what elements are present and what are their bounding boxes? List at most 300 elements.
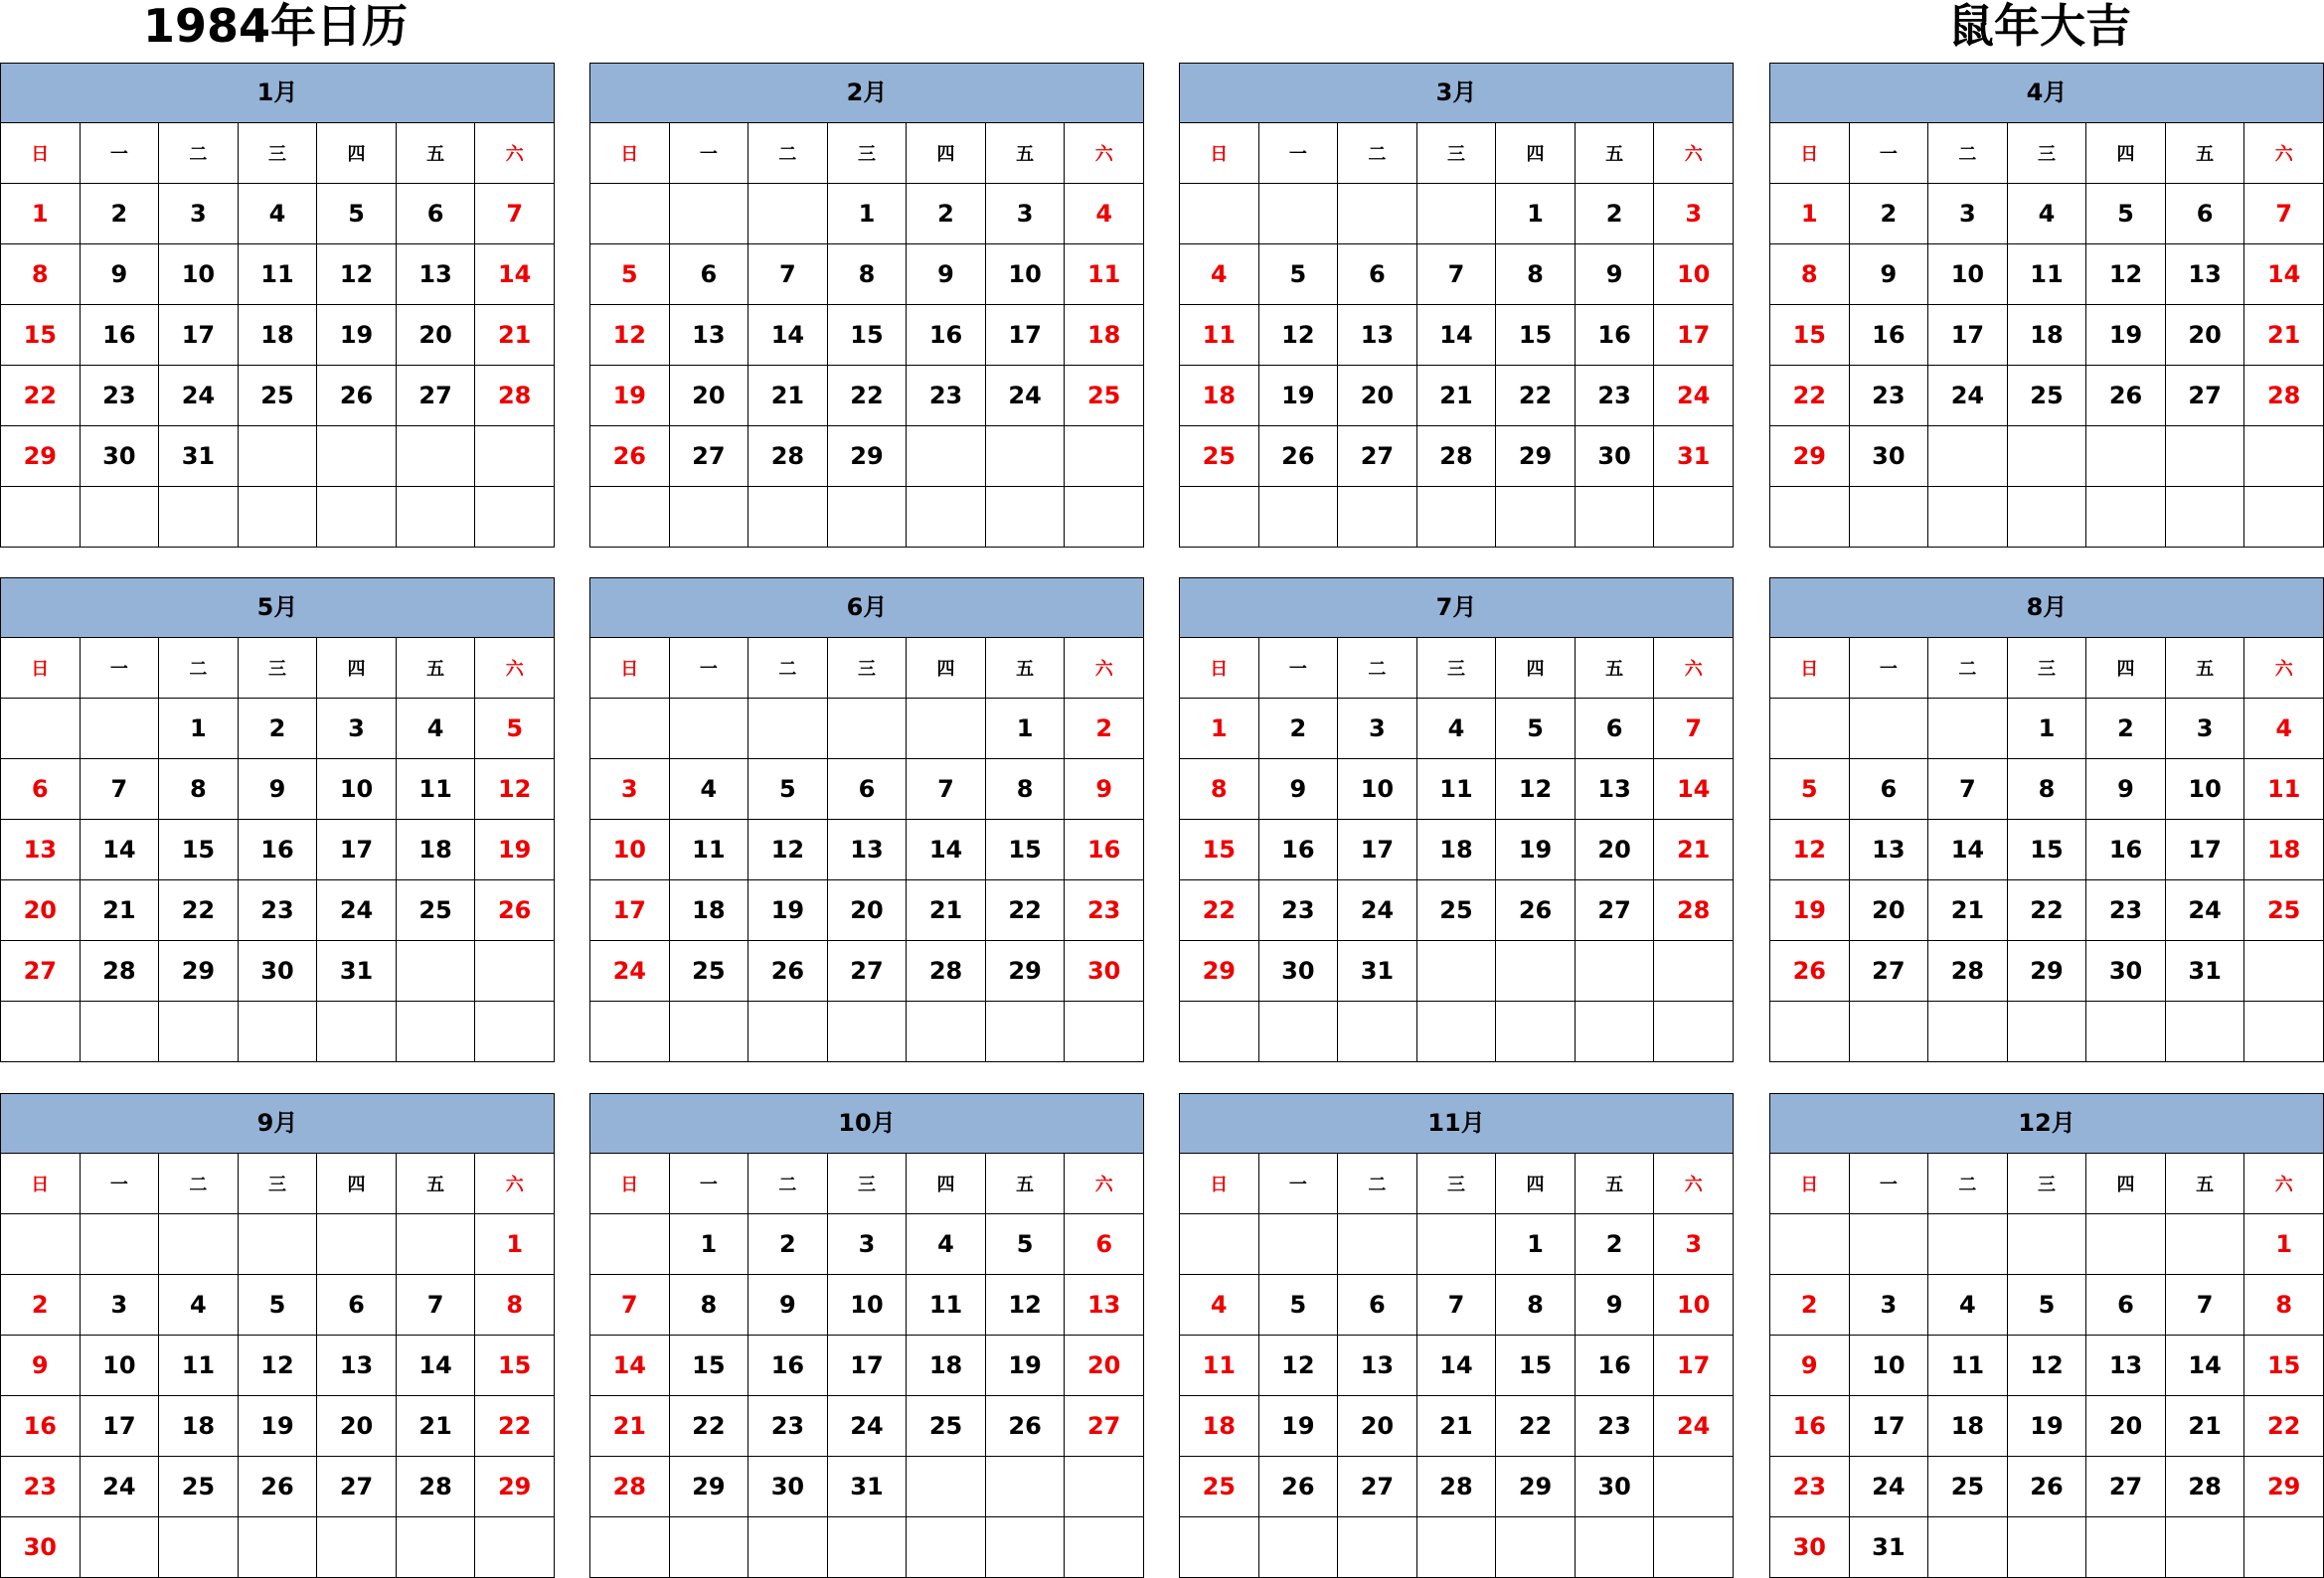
- weekday-label: 一: [1849, 1154, 1928, 1214]
- day-cell: 10: [2165, 759, 2244, 820]
- day-cell: 4: [1180, 244, 1259, 305]
- calendar-title: 1984年日历: [143, 0, 409, 53]
- week-row: [1, 1517, 555, 1578]
- week-row: [1, 1457, 555, 1517]
- day-cell: [907, 1457, 986, 1517]
- day-cell: [2244, 1002, 2324, 1062]
- day-cell: 7: [2244, 184, 2324, 244]
- day-cell: 5: [1258, 1275, 1338, 1336]
- day-cell: 6: [1338, 1275, 1417, 1336]
- day-cell: 4: [159, 1275, 239, 1336]
- day-cell: [1416, 1517, 1496, 1578]
- day-cell: 14: [1928, 820, 2008, 880]
- day-cell: 17: [1654, 1336, 1734, 1396]
- day-cell: 5: [317, 184, 397, 244]
- day-cell: [1496, 1517, 1576, 1578]
- day-cell: 27: [396, 366, 475, 426]
- day-cell: 17: [590, 880, 670, 941]
- day-cell: 5: [1496, 699, 1576, 759]
- day-cell: 24: [317, 880, 397, 941]
- day-cell: [748, 487, 828, 548]
- day-cell: 14: [748, 305, 828, 366]
- day-cell: 25: [1180, 426, 1259, 487]
- weekday-row: [1770, 123, 2324, 184]
- day-cell: 24: [1928, 366, 2008, 426]
- day-cell: 22: [1496, 1396, 1576, 1457]
- day-cell: [1849, 699, 1928, 759]
- week-row: [590, 244, 1144, 305]
- weekday-label: 三: [1416, 638, 1496, 699]
- weekday-label: 四: [1496, 638, 1576, 699]
- day-cell: 25: [1180, 1457, 1259, 1517]
- day-cell: 1: [159, 699, 239, 759]
- day-cell: [1416, 941, 1496, 1002]
- day-cell: [985, 426, 1065, 487]
- weekday-label: 一: [669, 638, 748, 699]
- day-cell: 2: [2086, 699, 2166, 759]
- day-cell: [1338, 1214, 1417, 1275]
- day-cell: 5: [238, 1275, 317, 1336]
- day-cell: 28: [1928, 941, 2008, 1002]
- day-cell: 27: [1338, 1457, 1417, 1517]
- day-cell: [669, 1002, 748, 1062]
- month-grid: [0, 1153, 555, 1578]
- day-cell: 10: [985, 244, 1065, 305]
- day-cell: 25: [238, 366, 317, 426]
- day-cell: 13: [1849, 820, 1928, 880]
- week-row: [1, 1214, 555, 1275]
- day-cell: 10: [1849, 1336, 1928, 1396]
- day-cell: 17: [159, 305, 239, 366]
- weekday-label: 六: [1065, 123, 1144, 184]
- weekday-row: [1180, 638, 1734, 699]
- day-cell: 19: [1496, 820, 1576, 880]
- day-cell: 10: [1654, 1275, 1734, 1336]
- week-row: [1, 880, 555, 941]
- day-cell: 9: [907, 244, 986, 305]
- day-cell: 25: [907, 1396, 986, 1457]
- day-cell: 25: [159, 1457, 239, 1517]
- day-cell: 9: [1258, 759, 1338, 820]
- week-row: [1, 184, 555, 244]
- day-cell: 22: [985, 880, 1065, 941]
- weekday-label: 日: [1770, 638, 1850, 699]
- week-row: [1770, 426, 2324, 487]
- day-cell: 23: [80, 366, 159, 426]
- day-cell: [827, 699, 907, 759]
- day-cell: 23: [238, 880, 317, 941]
- day-cell: 29: [159, 941, 239, 1002]
- day-cell: [1, 1214, 81, 1275]
- day-cell: 31: [1849, 1517, 1928, 1578]
- month-block: [0, 1093, 555, 1575]
- day-cell: [1, 1002, 81, 1062]
- month-block: [1179, 577, 1734, 1059]
- month-title: 11月: [1179, 1093, 1734, 1154]
- month-grid: [1179, 1153, 1734, 1578]
- day-cell: [1258, 487, 1338, 548]
- day-cell: 29: [1180, 941, 1259, 1002]
- weekday-label: 三: [2007, 1154, 2086, 1214]
- day-cell: 9: [80, 244, 159, 305]
- day-cell: 29: [1496, 426, 1576, 487]
- day-cell: 16: [1258, 820, 1338, 880]
- day-cell: [669, 1517, 748, 1578]
- weekday-label: 四: [1496, 123, 1576, 184]
- weekday-label: 二: [1928, 123, 2008, 184]
- day-cell: [1575, 941, 1654, 1002]
- week-row: [1, 820, 555, 880]
- weekday-label: 六: [1654, 1154, 1734, 1214]
- day-cell: 5: [590, 244, 670, 305]
- day-cell: 26: [238, 1457, 317, 1517]
- day-cell: 11: [238, 244, 317, 305]
- day-cell: [80, 1214, 159, 1275]
- day-cell: [396, 941, 475, 1002]
- day-cell: [907, 1002, 986, 1062]
- week-row: [590, 941, 1144, 1002]
- day-cell: 12: [2086, 244, 2166, 305]
- day-cell: 23: [1849, 366, 1928, 426]
- day-cell: 29: [1770, 426, 1850, 487]
- day-cell: 11: [669, 820, 748, 880]
- day-cell: 29: [2007, 941, 2086, 1002]
- day-cell: [1338, 1517, 1417, 1578]
- week-row: [590, 1002, 1144, 1062]
- weekday-label: 六: [1654, 123, 1734, 184]
- day-cell: 9: [238, 759, 317, 820]
- day-cell: 12: [748, 820, 828, 880]
- day-cell: 16: [238, 820, 317, 880]
- day-cell: [396, 426, 475, 487]
- day-cell: 20: [1338, 1396, 1417, 1457]
- weekday-label: 一: [80, 123, 159, 184]
- day-cell: 18: [907, 1336, 986, 1396]
- day-cell: 7: [475, 184, 555, 244]
- day-cell: 15: [159, 820, 239, 880]
- day-cell: 16: [1, 1396, 81, 1457]
- day-cell: [827, 487, 907, 548]
- day-cell: 27: [827, 941, 907, 1002]
- day-cell: [238, 426, 317, 487]
- day-cell: 26: [475, 880, 555, 941]
- day-cell: 1: [985, 699, 1065, 759]
- weekday-label: 三: [2007, 638, 2086, 699]
- weekday-label: 日: [1770, 1154, 1850, 1214]
- day-cell: 18: [396, 820, 475, 880]
- day-cell: 15: [985, 820, 1065, 880]
- day-cell: 27: [1849, 941, 1928, 1002]
- day-cell: 26: [748, 941, 828, 1002]
- day-cell: 8: [1770, 244, 1850, 305]
- weekday-label: 六: [1065, 638, 1144, 699]
- day-cell: 8: [1496, 1275, 1576, 1336]
- day-cell: 8: [1180, 759, 1259, 820]
- weekday-label: 六: [475, 123, 555, 184]
- day-cell: 17: [1338, 820, 1417, 880]
- day-cell: [317, 1002, 397, 1062]
- day-cell: 29: [827, 426, 907, 487]
- month-grid: [1179, 122, 1734, 548]
- day-cell: 30: [1849, 426, 1928, 487]
- day-cell: [669, 699, 748, 759]
- day-cell: 6: [1575, 699, 1654, 759]
- week-row: [1, 426, 555, 487]
- month-title: 7月: [1179, 577, 1734, 638]
- day-cell: 28: [80, 941, 159, 1002]
- weekday-label: 一: [1258, 123, 1338, 184]
- week-row: [590, 184, 1144, 244]
- month-grid: [589, 637, 1144, 1062]
- day-cell: 15: [475, 1336, 555, 1396]
- weekday-label: 四: [2086, 1154, 2166, 1214]
- day-cell: 15: [669, 1336, 748, 1396]
- day-cell: 26: [2007, 1457, 2086, 1517]
- week-row: [590, 759, 1144, 820]
- week-row: [590, 305, 1144, 366]
- week-row: [1180, 1457, 1734, 1517]
- day-cell: 1: [475, 1214, 555, 1275]
- day-cell: [1849, 1002, 1928, 1062]
- day-cell: [238, 1517, 317, 1578]
- day-cell: 27: [2165, 366, 2244, 426]
- day-cell: 1: [1, 184, 81, 244]
- day-cell: 27: [1065, 1396, 1144, 1457]
- day-cell: 6: [669, 244, 748, 305]
- day-cell: [1338, 184, 1417, 244]
- weekday-label: 一: [669, 123, 748, 184]
- day-cell: [1654, 1002, 1734, 1062]
- weekday-label: 二: [1338, 1154, 1417, 1214]
- weekday-label: 日: [1180, 123, 1259, 184]
- month-block: [1769, 1093, 2324, 1575]
- day-cell: 3: [827, 1214, 907, 1275]
- day-cell: 20: [1065, 1336, 1144, 1396]
- weekday-row: [1770, 1154, 2324, 1214]
- day-cell: [1338, 1002, 1417, 1062]
- day-cell: 23: [907, 366, 986, 426]
- day-cell: 21: [907, 880, 986, 941]
- day-cell: 23: [2086, 880, 2166, 941]
- day-cell: 13: [396, 244, 475, 305]
- day-cell: 24: [590, 941, 670, 1002]
- weekday-label: 六: [1654, 638, 1734, 699]
- week-row: [1770, 941, 2324, 1002]
- day-cell: 21: [475, 305, 555, 366]
- day-cell: 21: [396, 1396, 475, 1457]
- day-cell: 4: [907, 1214, 986, 1275]
- day-cell: 27: [669, 426, 748, 487]
- month-block: [1769, 63, 2324, 545]
- day-cell: 21: [1416, 1396, 1496, 1457]
- day-cell: 9: [1575, 244, 1654, 305]
- weekday-row: [1, 638, 555, 699]
- month-block: [1179, 63, 1734, 545]
- day-cell: 30: [1, 1517, 81, 1578]
- day-cell: [2165, 426, 2244, 487]
- day-cell: 28: [1654, 880, 1734, 941]
- day-cell: [475, 941, 555, 1002]
- week-row: [1770, 366, 2324, 426]
- day-cell: [80, 1002, 159, 1062]
- month-title: 1月: [0, 63, 555, 123]
- day-cell: 17: [827, 1336, 907, 1396]
- day-cell: 16: [1849, 305, 1928, 366]
- day-cell: [669, 184, 748, 244]
- day-cell: 10: [1654, 244, 1734, 305]
- day-cell: 19: [2086, 305, 2166, 366]
- week-row: [1180, 1002, 1734, 1062]
- month-title: 12月: [1769, 1093, 2324, 1154]
- day-cell: 25: [1928, 1457, 2008, 1517]
- day-cell: 22: [669, 1396, 748, 1457]
- weekday-label: 五: [1575, 123, 1654, 184]
- day-cell: [1654, 941, 1734, 1002]
- day-cell: [159, 487, 239, 548]
- day-cell: [1928, 487, 2008, 548]
- day-cell: 10: [1338, 759, 1417, 820]
- day-cell: [159, 1214, 239, 1275]
- day-cell: [1654, 1457, 1734, 1517]
- week-row: [1, 1396, 555, 1457]
- day-cell: 19: [748, 880, 828, 941]
- day-cell: 9: [1849, 244, 1928, 305]
- day-cell: 13: [1338, 1336, 1417, 1396]
- day-cell: [475, 1002, 555, 1062]
- day-cell: 29: [1496, 1457, 1576, 1517]
- day-cell: 1: [2007, 699, 2086, 759]
- day-cell: 12: [1496, 759, 1576, 820]
- day-cell: 9: [2086, 759, 2166, 820]
- month-grid: [1769, 637, 2324, 1062]
- day-cell: 21: [748, 366, 828, 426]
- day-cell: 26: [1258, 1457, 1338, 1517]
- week-row: [590, 1457, 1144, 1517]
- day-cell: [1928, 1214, 2008, 1275]
- day-cell: 7: [1654, 699, 1734, 759]
- day-cell: [748, 184, 828, 244]
- weekday-label: 三: [1416, 123, 1496, 184]
- day-cell: 29: [2244, 1457, 2324, 1517]
- weekday-label: 五: [985, 638, 1065, 699]
- day-cell: 12: [238, 1336, 317, 1396]
- day-cell: 6: [317, 1275, 397, 1336]
- day-cell: 13: [2086, 1336, 2166, 1396]
- day-cell: 8: [1, 244, 81, 305]
- day-cell: [1258, 1214, 1338, 1275]
- weekday-label: 二: [748, 1154, 828, 1214]
- day-cell: 5: [748, 759, 828, 820]
- weekday-label: 六: [1065, 1154, 1144, 1214]
- day-cell: [748, 1002, 828, 1062]
- day-cell: [1180, 1002, 1259, 1062]
- weekday-label: 六: [475, 1154, 555, 1214]
- day-cell: 4: [2244, 699, 2324, 759]
- day-cell: 17: [1928, 305, 2008, 366]
- day-cell: [1416, 1002, 1496, 1062]
- week-row: [1180, 1275, 1734, 1336]
- day-cell: 7: [1928, 759, 2008, 820]
- weekday-label: 五: [2165, 1154, 2244, 1214]
- day-cell: 17: [1849, 1396, 1928, 1457]
- day-cell: 23: [1258, 880, 1338, 941]
- month-block: [589, 63, 1144, 545]
- day-cell: [1180, 1214, 1259, 1275]
- week-row: [1770, 1517, 2324, 1578]
- week-row: [1180, 244, 1734, 305]
- week-row: [590, 1396, 1144, 1457]
- weekday-label: 五: [2165, 123, 2244, 184]
- day-cell: 2: [1, 1275, 81, 1336]
- day-cell: [907, 487, 986, 548]
- weekday-label: 三: [827, 1154, 907, 1214]
- day-cell: [1849, 1214, 1928, 1275]
- day-cell: [1770, 487, 1850, 548]
- day-cell: [748, 699, 828, 759]
- weekday-label: 四: [907, 638, 986, 699]
- day-cell: 15: [1496, 305, 1576, 366]
- week-row: [1770, 1275, 2324, 1336]
- day-cell: [1928, 699, 2008, 759]
- day-cell: 2: [1575, 184, 1654, 244]
- day-cell: 25: [1065, 366, 1144, 426]
- weekday-label: 四: [317, 1154, 397, 1214]
- day-cell: [1770, 1214, 1850, 1275]
- day-cell: 2: [1770, 1275, 1850, 1336]
- day-cell: 14: [907, 820, 986, 880]
- day-cell: [238, 1002, 317, 1062]
- weekday-row: [1, 1154, 555, 1214]
- day-cell: [1496, 941, 1576, 1002]
- day-cell: 15: [1, 305, 81, 366]
- day-cell: 30: [1770, 1517, 1850, 1578]
- day-cell: 6: [827, 759, 907, 820]
- day-cell: 19: [2007, 1396, 2086, 1457]
- day-cell: 17: [80, 1396, 159, 1457]
- day-cell: 13: [317, 1336, 397, 1396]
- day-cell: [1928, 426, 2008, 487]
- week-row: [1180, 1517, 1734, 1578]
- day-cell: 21: [1928, 880, 2008, 941]
- week-row: [1, 305, 555, 366]
- day-cell: [985, 1517, 1065, 1578]
- weekday-label: 四: [907, 1154, 986, 1214]
- day-cell: 14: [2244, 244, 2324, 305]
- weekday-label: 一: [669, 1154, 748, 1214]
- week-row: [590, 1275, 1144, 1336]
- day-cell: 24: [1654, 1396, 1734, 1457]
- day-cell: 24: [1338, 880, 1417, 941]
- day-cell: 9: [1065, 759, 1144, 820]
- day-cell: 21: [80, 880, 159, 941]
- weekday-row: [590, 638, 1144, 699]
- day-cell: 13: [669, 305, 748, 366]
- month-title: 10月: [589, 1093, 1144, 1154]
- day-cell: 20: [1575, 820, 1654, 880]
- month-block: [589, 577, 1144, 1059]
- day-cell: [1180, 1517, 1259, 1578]
- weekday-label: 五: [985, 123, 1065, 184]
- day-cell: 8: [2007, 759, 2086, 820]
- day-cell: 6: [1849, 759, 1928, 820]
- month-block: [589, 1093, 1144, 1575]
- day-cell: [1928, 1517, 2008, 1578]
- month-grid: [589, 122, 1144, 548]
- day-cell: 14: [396, 1336, 475, 1396]
- weekday-row: [590, 1154, 1144, 1214]
- weekday-label: 六: [2244, 123, 2324, 184]
- day-cell: 4: [1065, 184, 1144, 244]
